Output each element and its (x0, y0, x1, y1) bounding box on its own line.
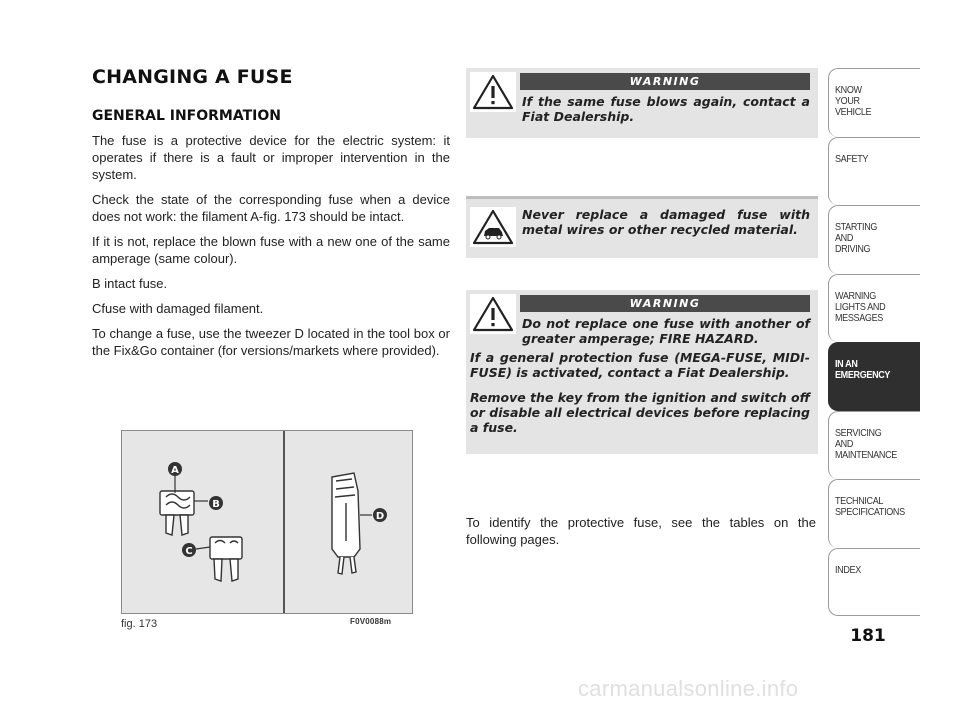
warning-text: If the same fuse blows again, contact a Fiat Dealership. (522, 94, 810, 124)
car-caution-icon (470, 207, 516, 247)
svg-text:A: A (171, 465, 179, 476)
tab-warning-lights[interactable]: WARNING LIGHTS AND MESSAGES (828, 274, 920, 343)
note-box-metal-wires (466, 196, 818, 258)
tab-know-your-vehicle[interactable]: KNOW YOUR VEHICLE (828, 68, 920, 137)
tab-in-an-emergency[interactable]: IN AN EMERGENCY (828, 342, 920, 411)
section-title: GENERAL INFORMATION (92, 108, 281, 124)
chapter-tabs (828, 68, 920, 616)
damaged-fuse-icon (210, 537, 242, 581)
fuse-tables-reference: To identify the protective fuse, see the tables on the following pages. (466, 515, 816, 547)
svg-text:C: C (185, 546, 193, 557)
warning-triangle-icon (470, 294, 516, 334)
fuse-illustration (121, 430, 413, 614)
note-text: Never replace a damaged fuse with metal wires or other recycled material. (522, 207, 810, 237)
figure-code: F0V0088m (350, 617, 392, 626)
tweezer-icon (332, 473, 360, 574)
warning-box-amperage (466, 290, 818, 454)
paragraph: B intact fuse. (92, 276, 168, 291)
page-number: 181 (850, 626, 886, 646)
svg-text:B: B (212, 499, 220, 510)
paragraph: Check the state of the corresponding fuse when a device does not work: the filament A-fig. 173 should be intact. (92, 192, 450, 224)
warning-text: Remove the key from the ignition and switch off or disable all electrical devices before replacing a fuse. (470, 390, 810, 435)
svg-text:D: D (375, 511, 385, 522)
left-column (92, 66, 450, 367)
paragraph: If it is not, replace the blown fuse with a new one of the same amperage (same colour). (92, 234, 450, 266)
paragraph: To change a fuse, use the tweezer D located in the tool box or the Fix&Go container (for versions/markets where provided). (92, 326, 450, 358)
label-a (168, 462, 182, 476)
tab-index[interactable]: INDEX (828, 548, 920, 617)
warning-triangle-icon (470, 72, 516, 112)
tab-safety[interactable]: SAFETY (828, 137, 920, 206)
warning-banner: WARNING (520, 295, 810, 312)
warning-banner: WARNING (520, 73, 810, 90)
page-title: CHANGING A FUSE (92, 66, 293, 88)
watermark: carmanualsonline.info (578, 676, 799, 701)
paragraph: Cfuse with damaged filament. (92, 301, 264, 316)
paragraph: The fuse is a protective device for the electric system: it operates if there is a fault or improper intervention in the system. (92, 133, 450, 182)
tab-starting-and-driving[interactable]: STARTING AND DRIVING (828, 205, 920, 274)
intact-fuse-icon (160, 491, 194, 535)
figure-caption: fig. 173 (121, 618, 158, 630)
warning-text: Do not replace one fuse with another of greater amperage; FIRE HAZARD. (522, 316, 810, 346)
tab-technical-specifications[interactable]: TECHNICAL SPECIFICATIONS (828, 479, 920, 548)
body-text (92, 132, 450, 359)
label-d (373, 508, 387, 522)
warning-text: If a general protection fuse (MEGA-FUSE, MIDI-FUSE) is activated, contact a Fiat Dealership. (470, 350, 810, 380)
label-b (209, 496, 223, 510)
tab-servicing[interactable]: SERVICING AND MAINTENANCE (828, 411, 920, 480)
fuse-drawing (122, 431, 414, 615)
label-c (182, 543, 196, 557)
warning-box-repeat-blow (466, 68, 818, 138)
